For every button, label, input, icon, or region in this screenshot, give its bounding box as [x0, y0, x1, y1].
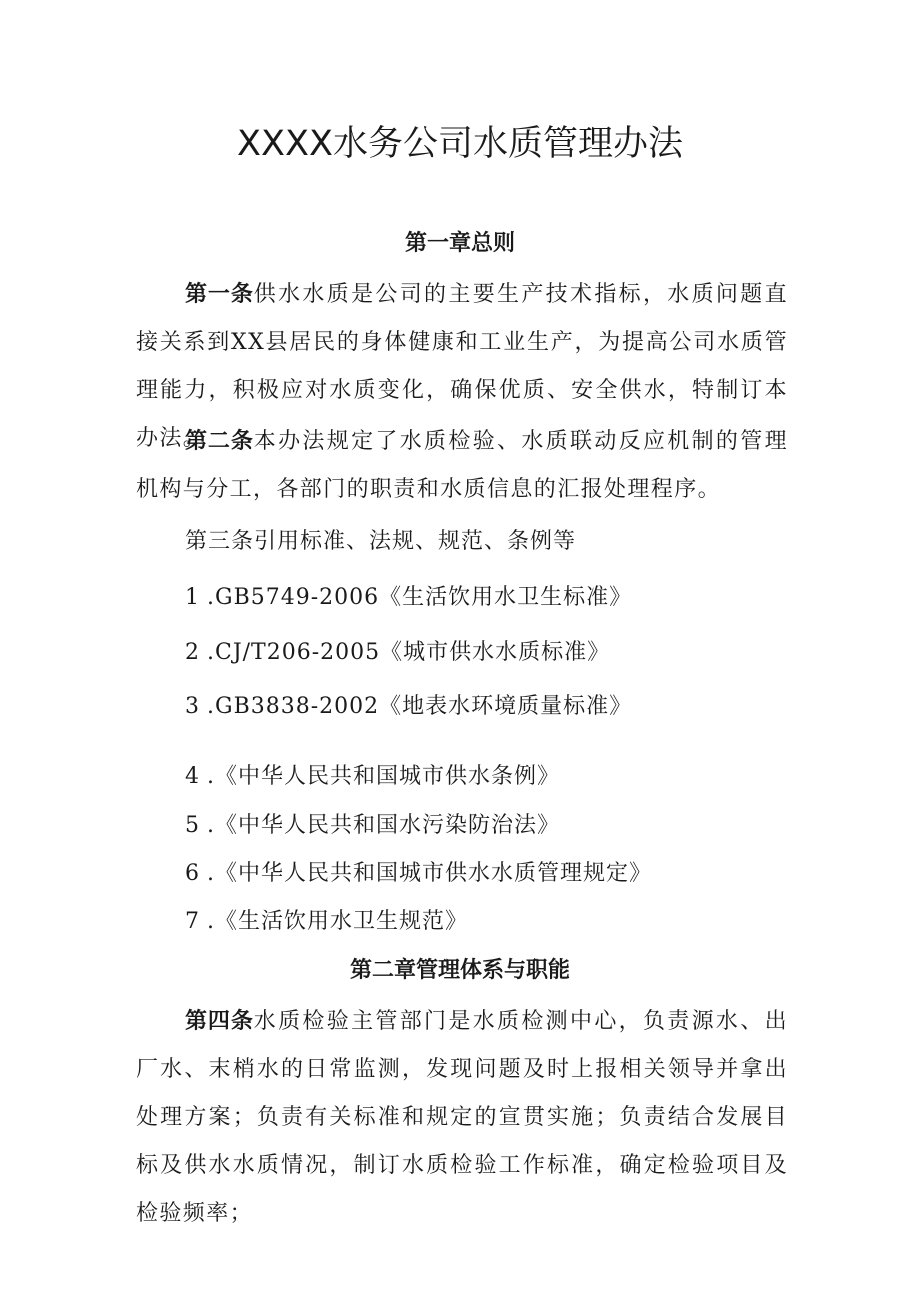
article-2	[136, 418, 788, 514]
chapter-1-heading: 第一章总则	[404, 231, 515, 256]
reference-item	[185, 583, 632, 613]
article-4-text: 水质检验主管部门是水质检测中心，负责源水、出厂水、末梢水的日常监测，发现问题及时上报相关领导并拿出处理方案；负责有关标准和规定的宣贯实施；负责结合发展目标及供水水质情况，制订水质检验工作标准，确定检验项目及检验频率；	[136, 1009, 788, 1226]
reference-item	[185, 692, 632, 722]
reference-number: 2	[185, 640, 200, 665]
reference-text: .《中华人民共和国水污染防治法》	[207, 813, 560, 838]
article-1-text: 供水水质是公司的主要生产技术指标，水质问题直接关系到XX县居民的身体健康和工业生产，为提高公司水质管理能力，积极应对水质变化，确保优质、安全供水，特制订本办法。	[136, 282, 788, 451]
article-2-label: 第二条	[185, 429, 254, 454]
article-4	[136, 998, 788, 1238]
document-title: XXXX水务公司水质管理办法	[237, 124, 683, 164]
article-2-text: 本办法规定了水质检验、水质联动反应机制的管理机构与分工，各部门的职责和水质信息的汇报处理程序。	[136, 429, 788, 502]
reference-number: 3	[185, 694, 200, 719]
reference-text: .GB3838-2002《地表水环境质量标准》	[207, 694, 633, 719]
reference-item	[185, 859, 652, 889]
reference-text: .GB5749-2006《生活饮用水卫生标准》	[207, 585, 633, 610]
reference-number: 6	[185, 861, 200, 886]
reference-text: .《中华人民共和国城市供水条例》	[207, 764, 560, 789]
reference-text: .CJ/T206-2005《城市供水水质标准》	[207, 640, 611, 665]
chapter-2-heading: 第二章管理体系与职能	[349, 958, 570, 983]
reference-text: .《生活饮用水卫生规范》	[207, 909, 468, 934]
reference-number: 1	[185, 585, 200, 610]
reference-item	[185, 638, 610, 668]
article-3-text: 第三条引用标准、法规、规范、条例等	[185, 529, 577, 554]
reference-number: 7	[185, 909, 200, 934]
article-4-label: 第四条	[185, 1009, 254, 1034]
reference-item	[185, 811, 560, 841]
reference-number: 4	[185, 764, 200, 789]
reference-item	[185, 762, 560, 792]
reference-number: 5	[185, 813, 200, 838]
reference-item	[185, 907, 468, 937]
article-1-label: 第一条	[185, 282, 254, 307]
reference-text: .《中华人民共和国城市供水水质管理规定》	[207, 861, 652, 886]
